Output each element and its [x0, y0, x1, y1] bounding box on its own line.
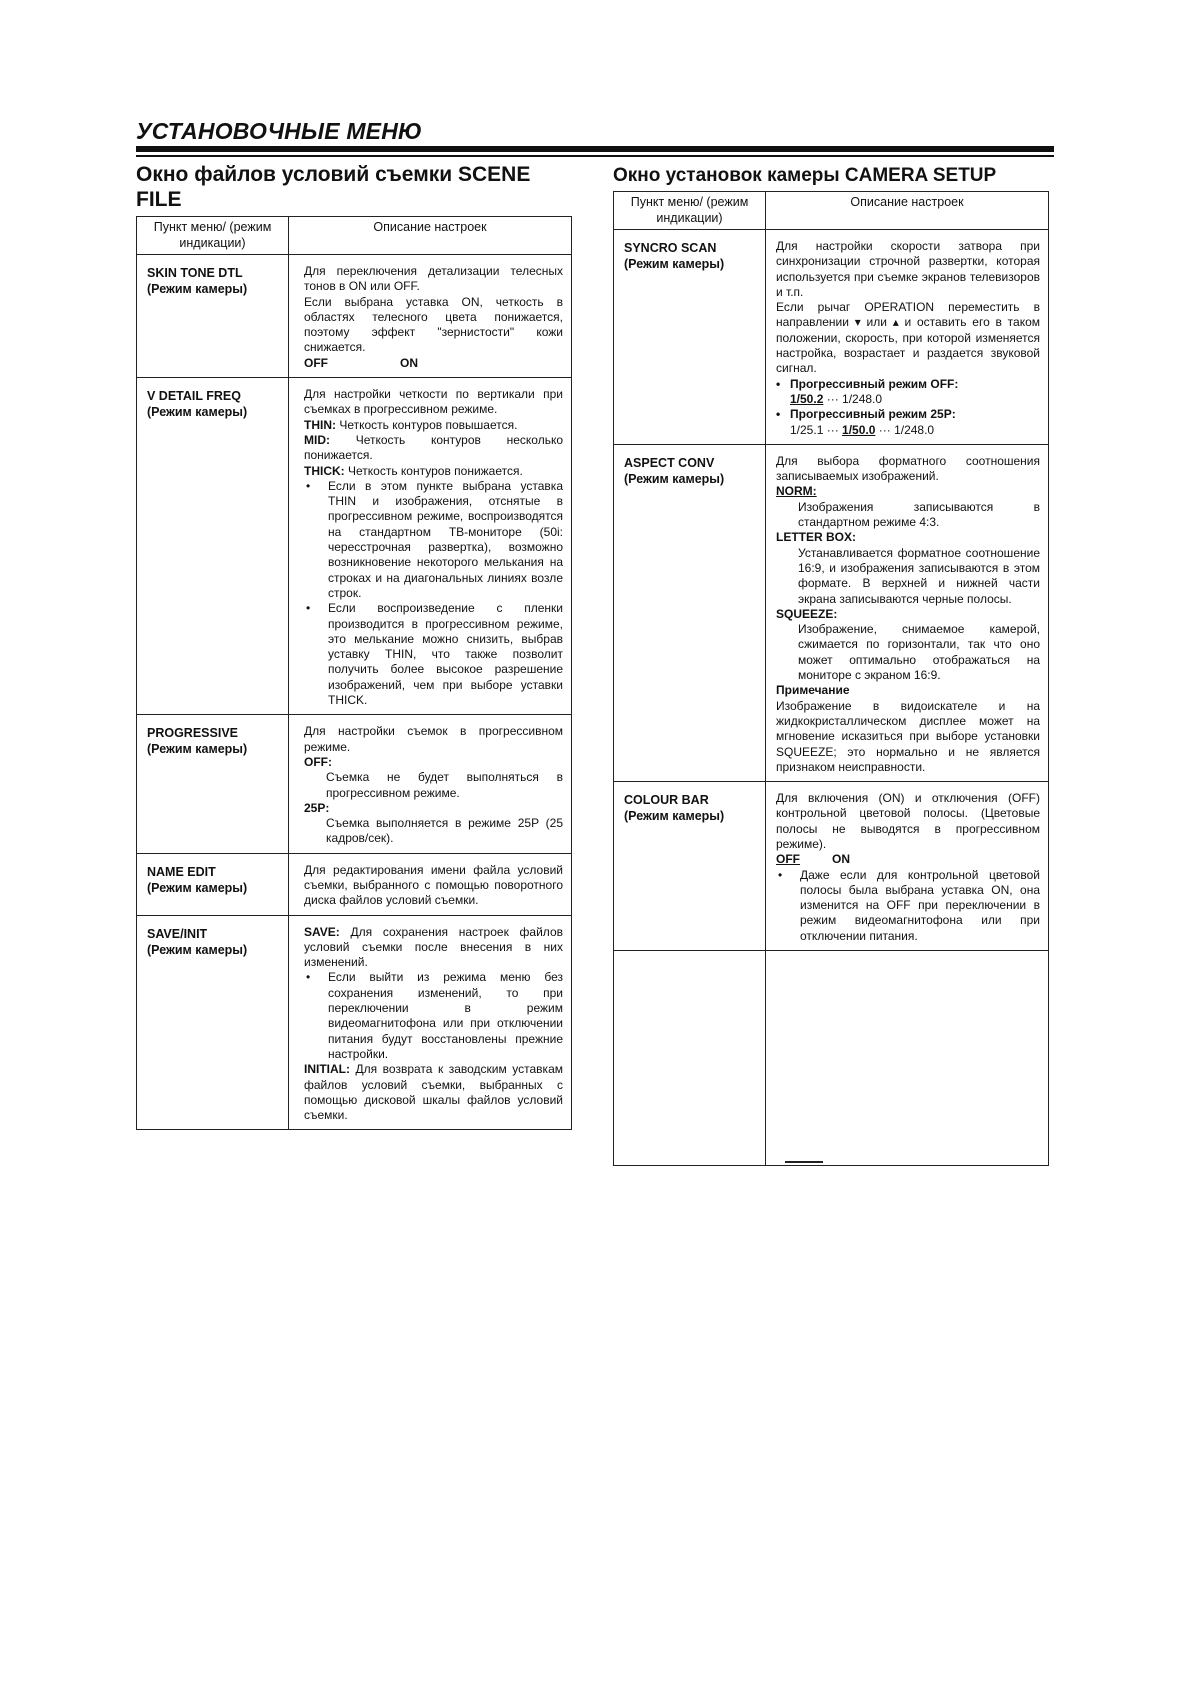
menu-item-cell: [137, 715, 289, 853]
empty-table-row: [614, 951, 1049, 1166]
desc-text: Для настройки четкости по вертикали при съемках в прогрессивном режиме.: [304, 387, 563, 417]
menu-item-mode: (Режим камеры): [624, 471, 725, 486]
menu-item-name: COLOUR BAR: [624, 793, 709, 808]
menu-item-cell: [137, 378, 289, 715]
camera-setup-table: [613, 191, 1049, 1166]
table-row: [137, 378, 572, 715]
option-label: OFF:: [304, 754, 332, 769]
menu-item-cell: [137, 853, 289, 915]
description-cell: [766, 444, 1049, 781]
desc-text: Для настройки скорости затвора при синхронизации строчной развертки, которая используется при съемке экранов телевизоров и т.п.: [776, 239, 1040, 299]
col-header-desc: Описание настроек: [289, 217, 572, 255]
menu-item-cell: [614, 230, 766, 445]
scene-file-table: [136, 216, 572, 1130]
col-header-item: Пункт меню/ (режим индикации): [137, 217, 289, 255]
desc-text: Для настройки съемок в прогрессивном режиме.: [304, 724, 563, 754]
page-header: УСТАНОВОЧНЫЕ МЕНЮ: [136, 118, 423, 144]
option-off: OFF: [304, 355, 328, 370]
col-header-item: Пункт меню/ (режим индикации): [614, 192, 766, 230]
scene-file-section: [136, 162, 572, 1130]
table-row: [137, 853, 572, 915]
menu-item-name: SAVE/INIT: [147, 926, 208, 941]
table-row: [137, 715, 572, 853]
menu-item-cell: [137, 255, 289, 378]
menu-item-mode: (Режим камеры): [147, 942, 248, 957]
menu-item-mode: (Режим камеры): [147, 405, 248, 420]
table-row: [614, 230, 1049, 445]
menu-item-name: SYNCRO SCAN: [624, 241, 717, 255]
description-cell: [289, 915, 572, 1130]
table-row: [137, 255, 572, 378]
description-cell: [289, 378, 572, 715]
header-rule-thin: [136, 155, 1054, 157]
desc-text: Для редактирования имени файла условий съемки, выбранного с помощью поворотного диска файлов условий съемки.: [304, 862, 563, 908]
bullet-item: • Прогрессивный режим OFF:: [776, 377, 1040, 392]
menu-item-cell: [137, 915, 289, 1130]
description-cell: [289, 853, 572, 915]
menu-item-mode: (Режим камеры): [147, 880, 248, 895]
desc-text: Для выбора форматного соотношения записываемых изображений.: [776, 453, 1040, 484]
menu-item-cell: [614, 782, 766, 951]
blank-underline: [785, 1161, 823, 1163]
menu-item-mode: (Режим камеры): [147, 282, 248, 296]
camera-setup-title: Окно установок камеры CAMERA SETUP: [613, 165, 997, 186]
bullet-item: • Прогрессивный режим 25P:: [776, 407, 1040, 422]
option-label: 25P:: [304, 800, 330, 815]
option-text: Изображения записываются в стандартном режиме 4:3.: [798, 499, 1040, 530]
menu-item-name: SKIN TONE DTL: [147, 266, 243, 280]
description-cell: [289, 255, 572, 378]
table-row: [614, 782, 1049, 951]
desc-text: INITIAL: Для возврата к заводским уставкам файлов условий съемки, выбранных с помощью дисковой шкалы файлов условий съемки.: [304, 1062, 563, 1123]
shutter-values: 1/50.2 ··· 1/248.0: [790, 391, 883, 406]
menu-item-cell: [614, 444, 766, 781]
option-text: Съемка не будет выполняться в прогрессивном режиме.: [326, 770, 563, 800]
table-row: [614, 444, 1049, 781]
desc-text: Если рычаг OPERATION переместить в направлении ▾ или ▴ и оставить его в таком положении, скорость, при которой изменяется настройка, возрастает и раздается звуковой сигнал.: [776, 300, 1040, 376]
desc-text: • Если воспроизведение с пленки производится в прогрессивном режиме, это мелькание можно снизить, выбрав уставку THIN, что также позволит получить более высокое разрешение изображений, чем при выборе уставки THICK.: [304, 601, 563, 708]
option-values: [304, 356, 563, 371]
bullet-item: • Если выйти из режима меню без сохранения изменений, то при переключении в режим видеомагнитофона или при отключении питания будут восстановлены прежние настройки.: [304, 970, 563, 1062]
menu-item-mode: (Режим камеры): [624, 809, 725, 824]
desc-text: THIN: Четкость контуров повышается.: [304, 417, 518, 432]
option-label: LETTER BOX:: [776, 530, 856, 545]
option-text: Устанавливается форматное соотношение 16:9, и изображения записываются в этом формате. В верхней и нижней части экрана записываются черные полосы.: [798, 545, 1040, 606]
empty-cell: [766, 951, 1049, 1166]
col-header-desc: Описание настроек: [766, 192, 1049, 230]
table-row: [137, 915, 572, 1130]
bullet-item: • Если в этом пункте выбрана уставка THIN и изображения, отснятые в прогрессивном режиме, воспроизводятся на стандартном ТВ-мониторе (50i: чересстрочная развертка), возможно возникновение некоторого мелькания на строках и на диагональных линиях возле строк.: [304, 479, 563, 601]
shutter-values: 1/25.1 ··· 1/50.0 ··· 1/248.0: [790, 422, 935, 437]
desc-text: Для включения (ON) и отключения (OFF) контрольной цветовой полосы. (Цветовые полосы не выводятся в прогрессивном режиме).: [776, 791, 1040, 851]
camera-setup-section: [613, 164, 1049, 1166]
description-cell: [766, 230, 1049, 445]
bullet-item: • Даже если для контрольной цветовой полосы была выбрана уставка ON, она изменится на OFF при переключении в режим видеомагнитофона или при отключении питания.: [776, 868, 1040, 944]
desc-text: THICK: Четкость контуров понижается.: [304, 463, 523, 478]
menu-item-mode: (Режим камеры): [624, 257, 725, 271]
option-on: ON: [400, 355, 418, 370]
desc-text: SAVE: Для сохранения настроек файлов условий съемки после внесения в них изменений.: [304, 924, 563, 970]
option-label: SQUEEZE:: [776, 606, 838, 621]
option-label: NORM:: [776, 484, 817, 499]
table-header-row: [614, 192, 1049, 230]
option-values: [776, 852, 1040, 867]
desc-text: Если выбрана уставка ON, четкость в областях телесного цвета понижается, поэтому эффект "зернистости" кожи снижается.: [304, 294, 563, 355]
note-text: Изображение в видоискателе и на жидкокристаллическом дисплее может на мгновение исказиться при выборе установки SQUEEZE; это нормально и не является признаком неисправности.: [776, 698, 1040, 774]
menu-item-name: PROGRESSIVE: [147, 726, 238, 741]
note-label: Примечание: [776, 683, 850, 698]
empty-cell: [614, 951, 766, 1166]
menu-item-name: V DETAIL FREQ: [147, 389, 241, 404]
option-off: OFF: [776, 852, 800, 867]
description-cell: [289, 715, 572, 853]
option-text: Изображение, снимаемое камерой, сжимается по горизонтали, так что оно может оптимально отображаться на мониторе с экраном 16:9.: [798, 622, 1040, 683]
table-header-row: [137, 217, 572, 255]
menu-item-name: ASPECT CONV: [624, 455, 715, 470]
desc-text: Для переключения детализации телесных тонов в ON или OFF.: [304, 264, 563, 294]
menu-item-name: NAME EDIT: [147, 864, 216, 879]
menu-item-mode: (Режим камеры): [147, 742, 248, 757]
scene-file-title: Окно файлов условий съемки SCENE FILE: [136, 163, 531, 211]
option-on: ON: [832, 852, 850, 867]
desc-text: MID: Четкость контуров несколько понижается.: [304, 432, 563, 463]
description-cell: [766, 782, 1049, 951]
header-rule: [136, 146, 1054, 152]
option-text: Съемка выполняется в режиме 25P (25 кадров/сек).: [326, 816, 563, 846]
